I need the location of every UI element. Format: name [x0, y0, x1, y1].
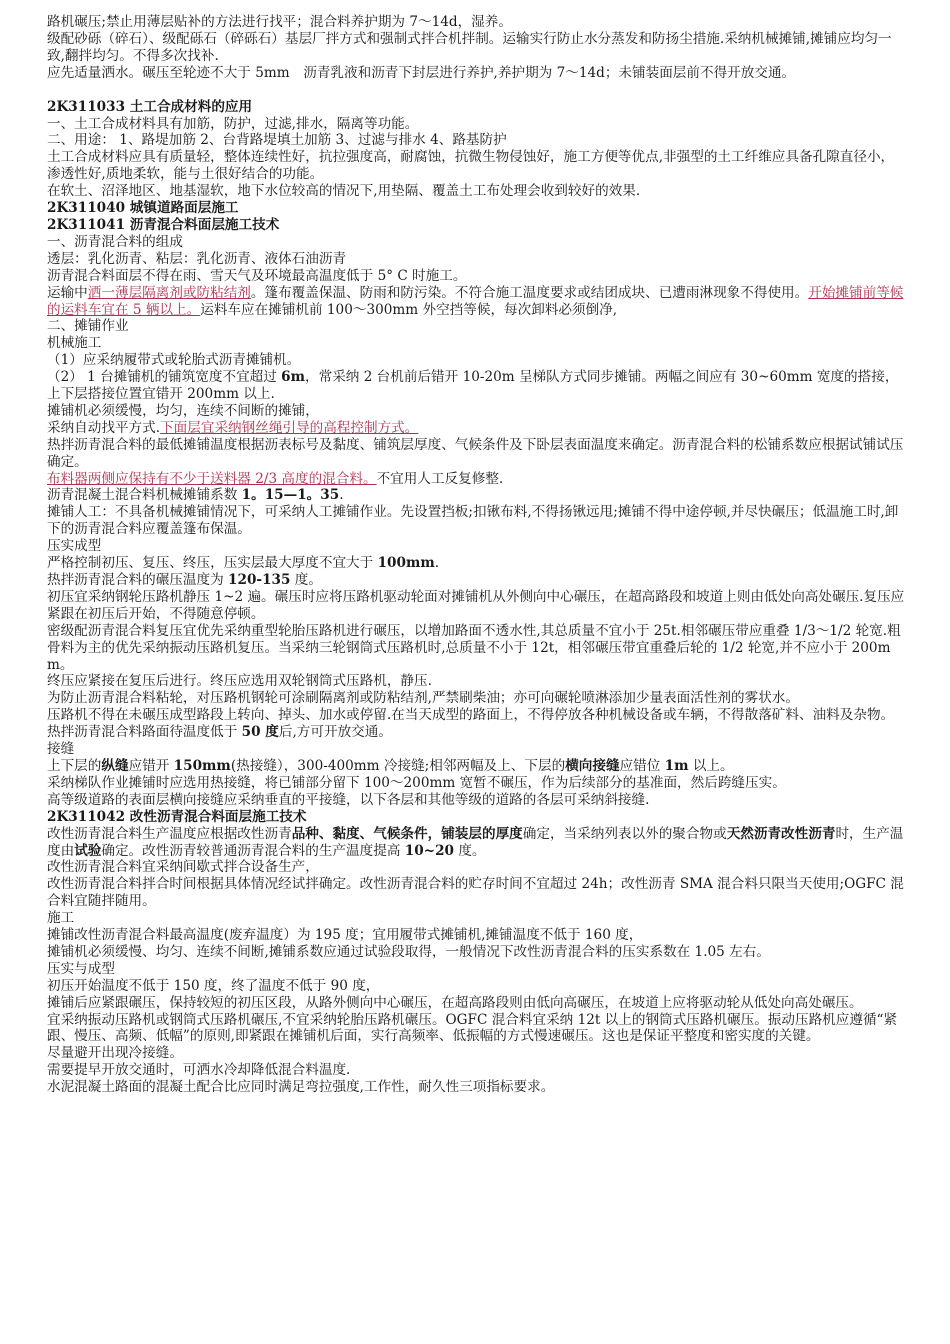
- text-run: 度。: [290, 572, 322, 588]
- text-line: [47, 555, 906, 572]
- bold-text: 10~20: [404, 842, 454, 859]
- text-line: 一、土工合成材料具有加筋，防护，过滤,排水，隔离等功能。: [47, 115, 419, 132]
- text-line: 改性沥青混合料宜采纳间歇式拌合设备生产，: [47, 859, 319, 876]
- text-run: .: [339, 487, 344, 504]
- underlined-text: 布料器两侧应保持有不少于送料器 2/3 高度的混合料。: [47, 470, 377, 487]
- text-line: 机械施工: [47, 335, 102, 352]
- text-run: .: [434, 555, 440, 572]
- section-heading: 2K311042 改性沥青混合料面层施工技术: [47, 808, 307, 825]
- text-line: 二、用途： 1、路堤加筋 2、台背路堤填土加筋 3、过滤与排水 4、路基防护: [47, 132, 507, 149]
- text-line: [47, 758, 906, 775]
- text-run: 后,方可开放交通。: [278, 724, 392, 741]
- text-line: 摊铺机必须缓慢，均匀，连续不间断的摊铺，: [47, 402, 319, 419]
- blank-line: [47, 82, 906, 99]
- text-line: 在软土、沼泽地区、地基湿软，地下水位较高的情况下,用垫隔、覆盖土工布处理会收到较好的效果.: [47, 183, 641, 200]
- bold-text: 纵缝: [101, 757, 129, 774]
- text-run: 改性沥青混合料生产温度应根据改性沥青: [47, 825, 292, 842]
- text-line: 二、摊铺作业: [47, 318, 129, 335]
- text-line: 接缝: [47, 741, 75, 758]
- text-line: 采纳梯队作业摊铺时应选用热接缝，将已铺部分留下 100～200mm 宽暂不碾压，作为后续部分的基准面，然后跨缝压实。: [47, 774, 786, 791]
- underlined-text: 下面层宜采纳钢丝绳引导的高程控制方式。: [160, 419, 419, 436]
- text-line: [47, 285, 906, 319]
- text-line: 透层：乳化沥青、粘层：乳化沥青、液体石油沥青: [47, 250, 347, 267]
- bold-text: 试验: [74, 842, 102, 859]
- text-run: 应错开: [128, 757, 174, 774]
- text-line: 一、沥青混合料的组成: [47, 233, 183, 250]
- text-line: 热拌沥青混合料的最低摊铺温度根据沥表标号及黏度、铺筑层厚度、气候条件及下卧层表面温度来确定。沥青混合料的松铺系数应根据试铺试压确定。: [47, 436, 904, 470]
- text-line: （1）应采纳履带式或轮胎式沥青摊铺机。: [47, 352, 301, 369]
- section-heading: 2K311033 土工合成材料的应用: [47, 98, 253, 115]
- text-line: 终压应紧接在复压后进行。终压应选用双轮钢筒式压路机，静压.: [47, 673, 432, 690]
- bold-text: 品种、黏度、气候条件，铺装层的厚度: [291, 825, 523, 842]
- text-run: 沥青混凝土混合料机械摊铺系数: [47, 487, 242, 504]
- text-run: ，常采纳 2 台机前后错开 10-20m 呈梯队方式同步摊铺。两幅之间应有 30~60mm 宽度的搭接，上下层搭接位置宜错开 200mm 以上.: [47, 369, 899, 403]
- bold-text: 50 度: [241, 724, 279, 741]
- text-run: 确定，当采纳列表以外的聚合物或: [522, 825, 727, 842]
- text-run: 热拌沥青混合料路面待温度低于: [47, 724, 242, 741]
- text-line: 密级配沥青混合料复压宜优先采纳重型轮胎压路机进行碾压，以增加路面不透水性,其总质量不宜小于 25t.相邻碾压带应重叠 1/3～1/2 轮宽.粗骨料为主的优先采纳振动压路机复压。当采纳三轮钢筒式压路机时,总质量不小于 12t，相邻碾压带宜重叠后轮的 1/2 轮宽,并不应小于 200mm。: [47, 622, 901, 673]
- text-line: 摊铺改性沥青混合料最高温度(废弃温度）为 195 度；宜用履带式摊铺机,摊铺温度不低于 160 度，: [47, 927, 643, 944]
- text-line: 宜采纳振动压路机或钢筒式压路机碾压,不宜采纳轮胎压路机碾压。OGFC 混合料宜采纳 12t 以上的钢筒式压路机碾压。振动压路机应遵循“紧跟、慢压、高频、低幅”的原则,即紧跟在摊铺机后面，实行高频率、低振幅的方式慢速碾压。这也是保证平整度和密实度的关键。: [47, 1011, 898, 1045]
- text-line: [47, 471, 906, 488]
- text-line: 级配砂砾（碎石）、级配砾石（碎砾石）基层厂拌方式和强制式拌合机拌制。运输实行防止水分蒸发和防扬尘措施.采纳机械摊铺,摊铺应均匀一致,翻拌均匀。不得多次找补.: [47, 30, 892, 64]
- text-line: 路机碾压;禁止用薄层贴补的方法进行找平；混合料养护期为 7～14d，湿养。: [47, 14, 512, 30]
- bold-text: 150mm: [173, 757, 231, 774]
- text-line: [47, 369, 906, 403]
- text-line: 土工合成材料应具有质量轻，整体连续性好，抗拉强度高，耐腐蚀，抗微生物侵蚀好，施工方便等优点,非强型的土工纤维应具备孔隙直径小，渗透性好,质地柔软，能与土很好结合的功能。: [47, 149, 895, 183]
- section-heading: 2K311041 沥青混合料面层施工技术: [47, 216, 280, 233]
- text-line: 初压开始温度不低于 150 度，终了温度不低于 90 度，: [47, 977, 380, 994]
- text-line: 高等级道路的表面层横向接缝应采纳垂直的平接缝，以下各层和其他等级的道路的各层可采纳斜接缝.: [47, 791, 650, 808]
- text-run: 严格控制初压、复压、终压，压实层最大厚度不宜大于: [47, 555, 378, 572]
- bold-text: 100mm: [377, 555, 435, 572]
- text-line: [47, 724, 906, 741]
- text-line: [47, 826, 906, 860]
- text-run: 上下层的: [47, 757, 102, 774]
- text-line: 压实成型: [47, 538, 102, 555]
- text-line: 应先适量洒水。碾压至轮迹不大于 5mm 沥青乳液和沥青下封层进行养护,养护期为 7～14d；未铺装面层前不得开放交通。: [47, 64, 796, 81]
- text-run: 应错位: [619, 757, 665, 774]
- text-run: 确定。改性沥青较普通沥青混合料的生产温度提高: [101, 842, 405, 859]
- text-run: 热拌沥青混合料的碾压温度为: [47, 572, 229, 588]
- text-line: 初压宜采纳钢轮压路机静压 1~2 遍。碾压时应将压路机驱动轮面对摊铺机从外侧向中心碾压，在超高路段和坡道上则由低处向高处碾压.复压应紧跟在初压后开始，不得随意停顿。: [47, 588, 905, 622]
- text-line: 摊铺机必须缓慢、均匀、连续不间断,摊铺系数应通过试验段取得，一般情况下改性沥青混合料的压实系数在 1.05 左右。: [47, 943, 770, 960]
- text-line: 为防止沥青混合料粘轮，对压路机钢轮可涂刷隔离剂或防粘结剂,严禁刷柴油；亦可向碾轮喷淋添加少量表面活性剂的雾状水。: [47, 690, 799, 707]
- text-run: (热接缝），300-400mm 冷接缝;相邻两幅及上、下层的: [230, 757, 566, 774]
- bold-text: 1。15—1。35: [241, 487, 340, 504]
- text-line: [47, 487, 906, 504]
- text-run: 采纳自动找平方式.: [47, 419, 161, 436]
- text-line: 尽量避开出现冷接缝。: [47, 1045, 183, 1062]
- text-line: 水泥混凝土路面的混凝土配合比应同时满足弯拉强度,工作性，耐久性三项指标要求。: [47, 1079, 555, 1096]
- text-line: 摊铺后应紧跟碾压，保持较短的初压区段，从路外侧向中心碾压，在超高路段则由低向高碾压，在坡道上应将驱动轮从低处向高处碾压。: [47, 994, 863, 1011]
- text-line: 压路机不得在未碾压成型路段上转向、掉头、加水或停留.在当天成型的路面上，不得停放各种机械设备或车辆，不得散落矿料、油料及杂物。: [47, 707, 895, 724]
- text-line: [47, 572, 906, 589]
- text-run: 。篷布覆盖保温、防雨和防污染。不符合施工温度要求或结团成块、已遭雨淋现象不得使用。: [250, 284, 809, 301]
- text-line: 改性沥青混合料拌合时间根据具体情况经试拌确定。改性沥青混合料的贮存时间不宜超过 24h；改性沥青 SMA 混合料只限当天使用;OGFC 混合料宜随拌随用。: [47, 876, 904, 910]
- text-run: 运输中: [47, 284, 88, 301]
- text-run: 以上。: [688, 757, 734, 774]
- section-heading: 2K311040 城镇道路面层施工: [47, 200, 239, 217]
- underlined-text: 洒一薄层隔离剂或防粘结剂: [87, 284, 251, 301]
- text-line: 摊铺人工：不具备机械摊铺情况下，可采纳人工摊铺作业。先设置挡板;扣锹布料,不得扬锹远甩;摊铺不得中途停顿,并尽快碾压；低温施工时,卸下的沥青混合料应覆盖篷布保温。: [47, 504, 899, 538]
- text-line: 施工: [47, 910, 75, 927]
- text-run: （2） 1 台摊铺机的铺筑宽度不宜超过: [47, 369, 282, 386]
- bold-text: 120-135: [228, 572, 291, 588]
- bold-text: 天然沥青改性沥青: [726, 825, 836, 842]
- text-run: 时，生产温度由: [47, 825, 904, 859]
- text-line: [47, 420, 906, 437]
- bold-text: 1m: [664, 757, 689, 774]
- bold-text: 6m: [281, 369, 306, 386]
- text-run: 运料车应在摊铺机前 100～300mm 外空挡等候，每次卸料必须倒净,: [200, 301, 618, 318]
- underlined-text: 开始摊铺前等候的运料车宜在 5 辆以上。: [47, 284, 904, 318]
- text-line: 沥青混合料面层不得在雨、雪天气及环境最高温度低于 5° C 时施工。: [47, 267, 467, 284]
- text-run: 不宜用人工反复修整.: [376, 470, 504, 487]
- text-run: 度。: [454, 842, 486, 859]
- bold-text: 横向接缝: [565, 757, 620, 774]
- text-line: 压实与成型: [47, 960, 115, 977]
- text-line: 需要提早开放交通时，可洒水冷却降低混合料温度.: [47, 1062, 351, 1079]
